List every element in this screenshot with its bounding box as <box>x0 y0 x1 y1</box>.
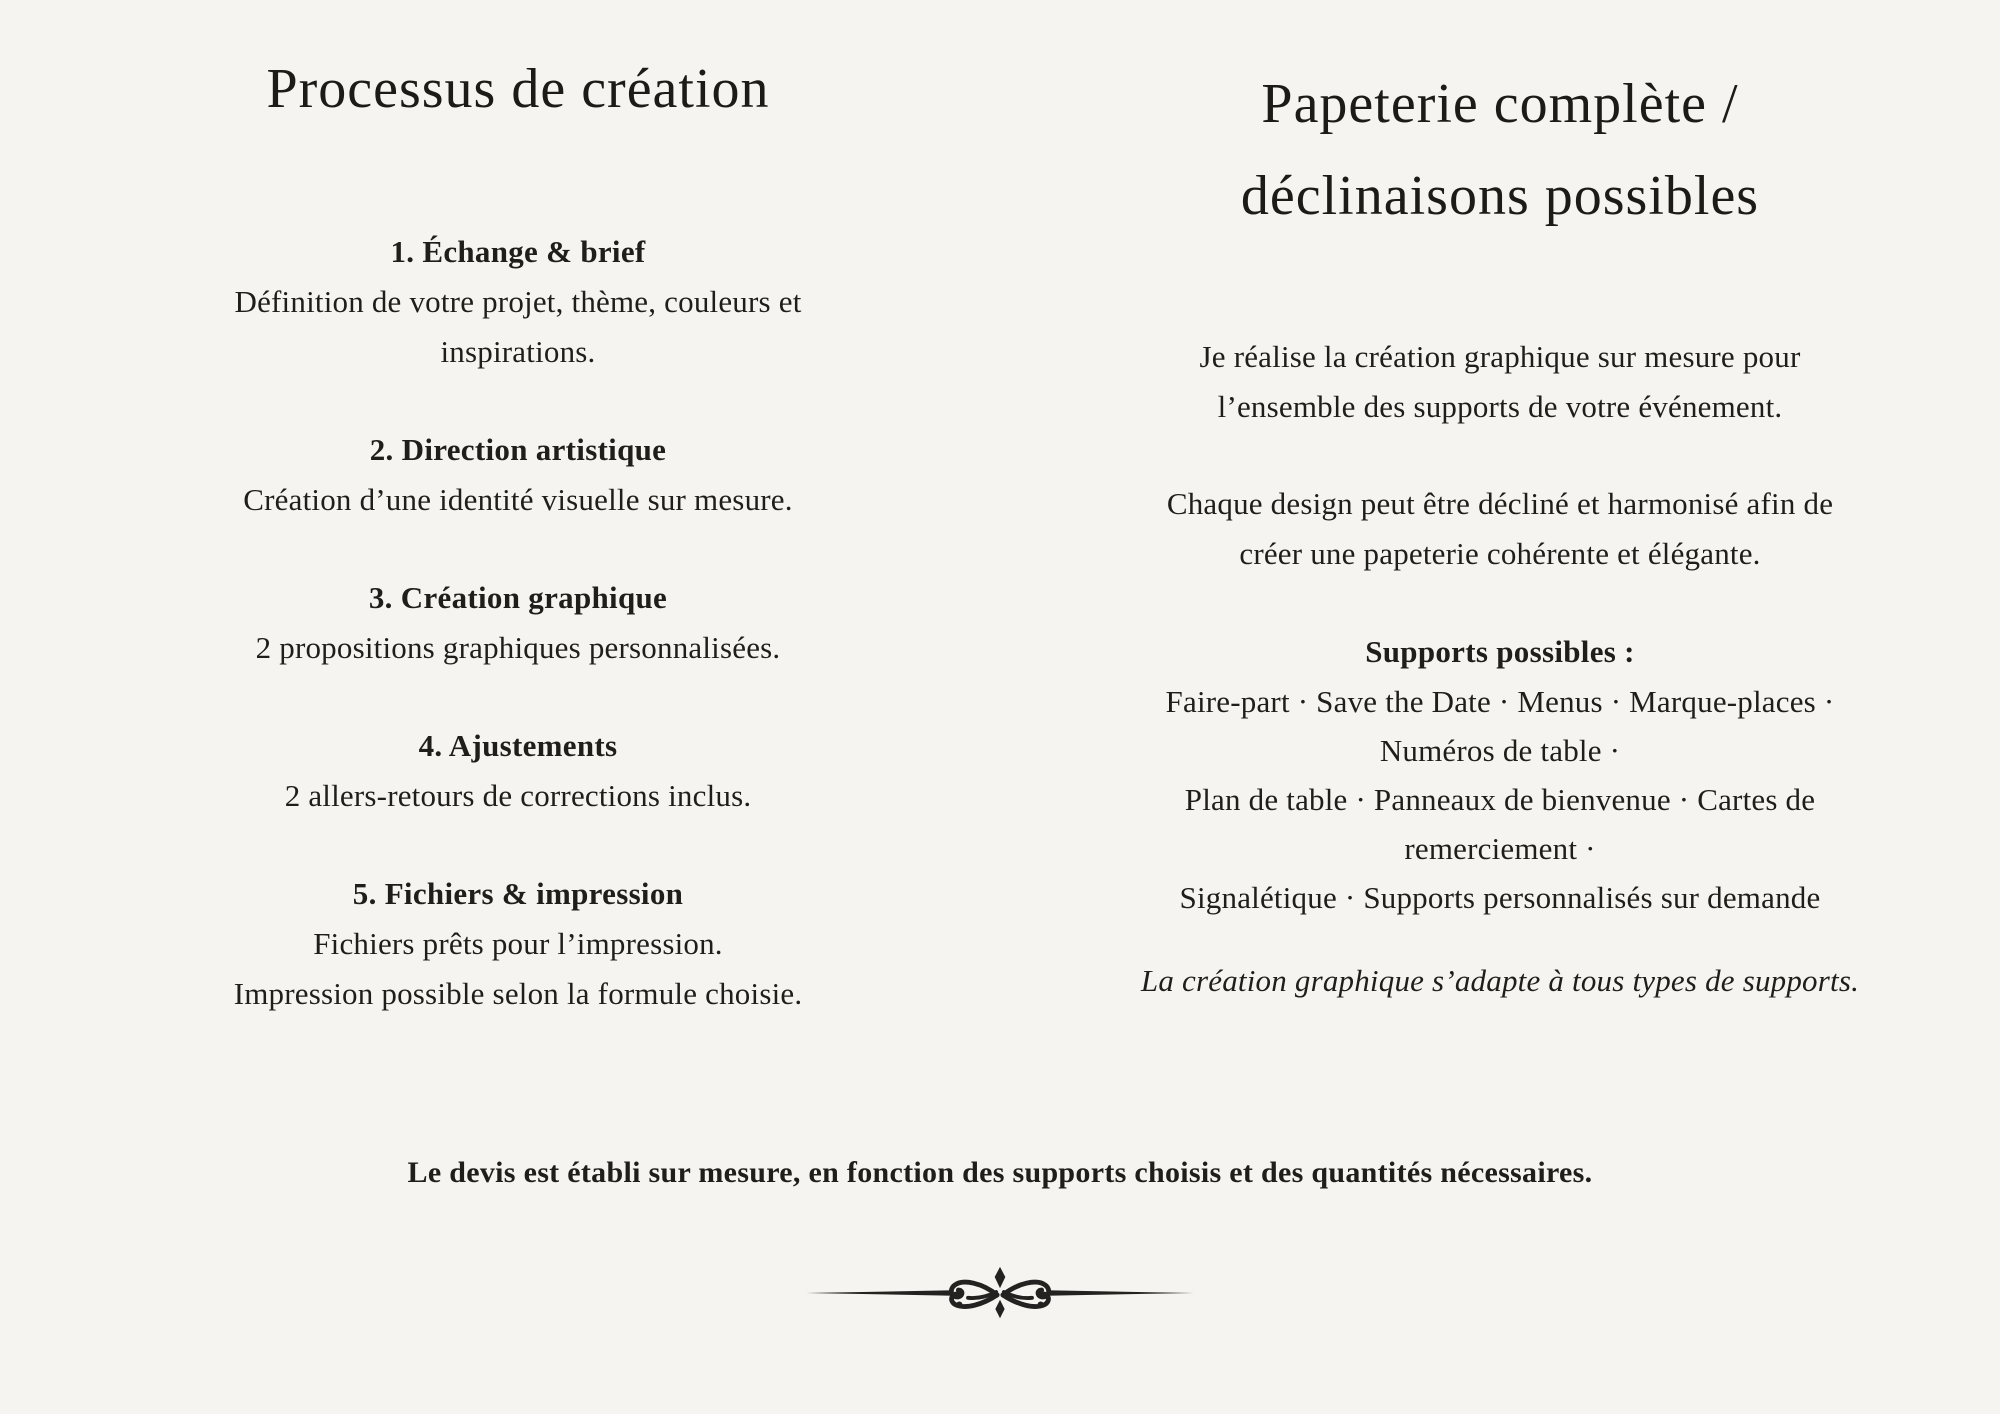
step-4-body: 2 allers-retours de corrections inclus. <box>284 778 752 813</box>
step-1-body: Définition de votre projet, thème, couleurs et inspirations. <box>234 284 802 369</box>
process-step-5 <box>178 869 858 1019</box>
step-2-body: Création d’une identité visuelle sur mesure. <box>243 482 793 517</box>
flourish-divider-icon <box>804 1262 1196 1324</box>
supports-heading: Supports possibles : <box>1365 634 1635 669</box>
intro-paragraph: Je réalise la création graphique sur mesure pour l’ensemble des supports de votre événement. <box>1199 339 1801 424</box>
quote-note: Le devis est établi sur mesure, en fonction des supports choisis et des quantités nécessaires. <box>407 1156 1593 1189</box>
step-3-body: 2 propositions graphiques personnalisées. <box>255 630 781 665</box>
harmonisation-paragraph: Chaque design peut être décliné et harmonisé afin de créer une papeterie cohérente et élégante. <box>1166 486 1834 571</box>
process-step-1 <box>178 227 858 377</box>
adaptability-note: La création graphique s’adapte à tous types de supports. <box>1140 963 1860 998</box>
right-column <box>1080 58 1920 1004</box>
step-3-heading: 3. Création graphique <box>368 580 668 615</box>
supports-list: Faire-part · Save the Date · Menus · Marque-places · Numéros de table · Plan de table · Panneaux de bienvenue · Cartes de remerciement · Signalétique · Supports personnalisés sur demande <box>1165 684 1835 915</box>
left-column <box>178 54 858 1067</box>
step-5-heading: 5. Fichiers & impression <box>352 876 684 911</box>
left-column-title: Processus de création <box>266 58 770 120</box>
step-2-heading: 2. Direction artistique <box>369 432 667 467</box>
process-step-3 <box>178 573 858 673</box>
process-steps <box>178 227 858 1019</box>
right-column-title: Papeterie complète / déclinaisons possibles <box>1240 73 1760 227</box>
process-step-2 <box>178 425 858 525</box>
process-step-4 <box>178 721 858 821</box>
step-1-heading: 1. Échange & brief <box>390 234 646 269</box>
step-5-body: Fichiers prêts pour l’impression. Impression possible selon la formule choisie. <box>233 926 803 1011</box>
step-4-heading: 4. Ajustements <box>418 728 618 763</box>
